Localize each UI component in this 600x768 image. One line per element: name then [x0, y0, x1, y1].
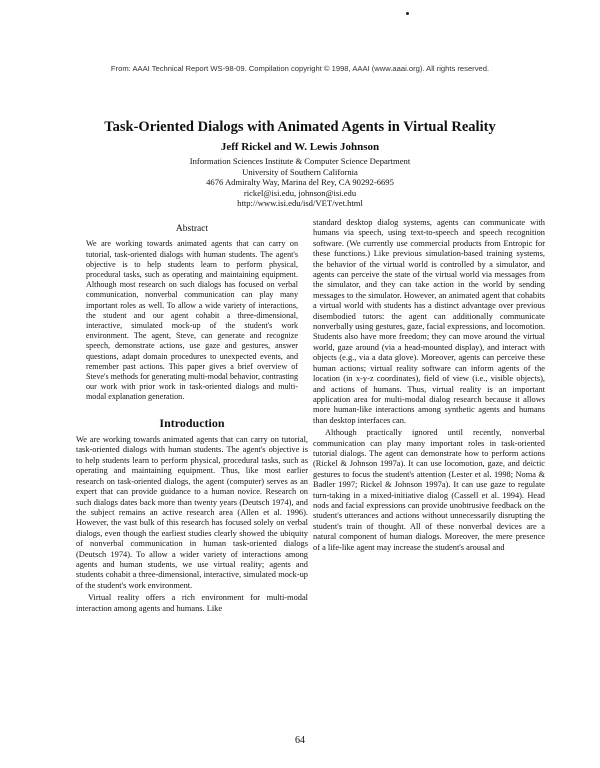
body-paragraph-2: Although practically ignored until recently, nonverbal communication can play many important roles in task-oriented tutorial dialogs. The agent can demonstrate how to perform actions (Rickel & Johnson 1997a). It can use locomotion, gaze, and deictic gestures to focus the student's attention (Lester et al. 1998; Noma & Badler 1997; Rickel & Johnson 1997a). It can use gaze to regulate turn-taking in a mixed-initiative dialog (Cassell et al. 1994). Head nods and facial expressions can provide unobtrusive feedback on the student's utterances and actions without unnecessarily disrupting the student's train of thought. All of these nonverbal devices are a natural component of human dialogs. Moreover, the mere presence of a life-like agent may increase the student's arousal and — [313, 428, 545, 552]
intro-paragraph-1: We are working towards animated agents that can carry on tutorial, task-oriented dialogs with human students. The agent's objective is to help students learn to perform physical, procedural tasks, such as operating and maintaining equipment. Thus, like most earlier research on task-oriented dialogs, the agent (computer) serves as an expert that can provide guidance to a human novice. Research on such dialogs dates back more than twenty years (Deutsch 1974), and the subject remains an active research area (Allen et al. 1996). However, the vast bulk of this research has focused solely on verbal dialogs, even though the earliest studies clearly showed the ubiquity of nonverbal communication in human task-oriented dialogs (Deutsch 1974). To allow a wider variety of interactions among agents and human students, we use virtual reality; agents and students cohabit a three-dimensional, interactive, simulated mock-up of the student's work environment. — [76, 435, 308, 590]
affiliation-url: http://www.isi.edu/isd/VET/vet.html — [237, 198, 363, 209]
speck-mark — [406, 12, 409, 15]
affiliation-block — [0, 156, 600, 209]
author-names: Jeff Rickel and W. Lewis Johnson — [220, 141, 380, 153]
paper-title: Task-Oriented Dialogs with Animated Agents in Virtual Reality — [104, 119, 496, 135]
page-number: 64 — [295, 735, 305, 746]
intro-paragraph-2: Virtual reality offers a rich environment for multi-modal interaction among agents and humans. Like — [76, 593, 308, 613]
introduction-heading: Introduction — [159, 415, 225, 430]
abstract-heading: Abstract — [175, 224, 209, 234]
copyright-notice: From: AAAI Technical Report WS-98-09. Compilation copyright © 1998, AAAI (www.aaai.org). All rights reserved. — [110, 64, 490, 73]
body-paragraph-1: standard desktop dialog systems, agents can communicate with humans via speech, using text-to-speech and speech recognition software. (We currently use commercial products from Entropic for these functions.) Like previous simulation-based training systems, the behavior of the virtual world is controlled by a simulator, and agents can perceive the state of the virtual world via messages from the simulator, and they can take action in the world by sending messages to the simulator. However, an animated agent that cohabits a virtual world with students has a distinct advantage over previous disembodied tutors: the agent can additionally communicate nonverbally using gestures, gaze, facial expressions, and locomotion. Students also have more freedom; they can move around the virtual world, gaze around (via a head-mounted display), and interact with objects (e.g., via a data glove). Moreover, agents can perceive these human actions; virtual reality software can inform agents of the location (in x-y-z coordinates), field of view (i.e., visible objects), and actions of humans. Thus, virtual reality is an important application area for multi-modal dialog research because it allows more human-like interactions among synthetic agents and humans than desktop interfaces can. — [313, 218, 545, 425]
affiliation-university: University of Southern California — [242, 166, 358, 177]
affiliation-institute: Information Sciences Institute & Computer Science Department — [189, 156, 411, 166]
affiliation-email: rickel@isi.edu, johnson@isi.edu — [243, 187, 357, 198]
right-column — [313, 218, 545, 555]
left-column — [76, 218, 308, 614]
affiliation-address: 4676 Admiralty Way, Marina del Rey, CA 90292-6695 — [206, 177, 394, 188]
abstract-text: We are working towards animated agents that can carry on tutorial, task-oriented dialogs with human students. The agent's objective is to help students learn to perform physical, procedural tasks, such as operating and maintaining equipment. Although most research on such dialogs has focused on verbal communication, nonverbal communication can play many important roles as well. To allow a wide variety of interactions, the student and our agent cohabit a three-dimensional, interactive, simulated mock-up of the student's work environment. The agent, Steve, can generate and recognize speech, demonstrate actions, use gaze and gestures, answer questions, adapt domain procedures to unexpected events, and remember past actions. This paper gives a brief overview of Steve's methods for generating multi-modal behavior, contrasting our work with prior work in task-oriented dialogs and multi-modal explanation generation. — [86, 239, 298, 402]
